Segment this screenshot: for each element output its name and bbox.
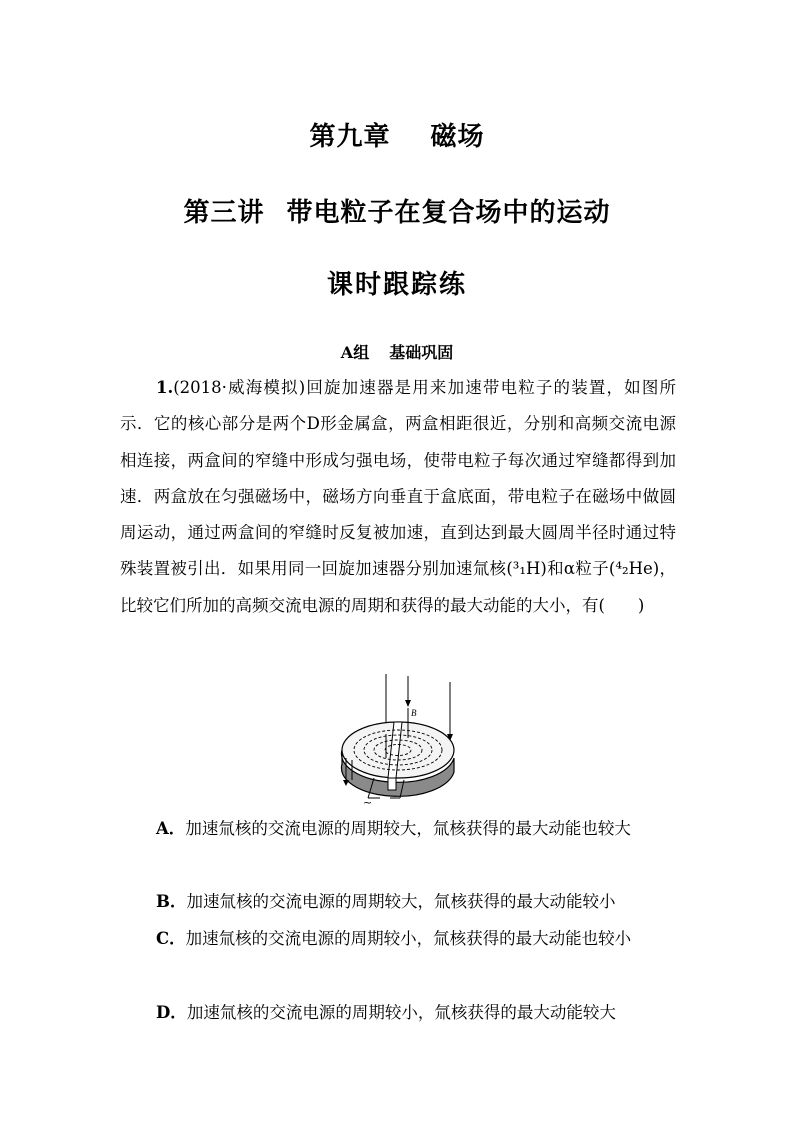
cyclotron-figure [338, 668, 456, 808]
option-d-text: 加速氚核的交流电源的周期较小，氚核获得的最大动能较大 [186, 1003, 616, 1022]
option-d-label: D． [156, 1003, 187, 1022]
lecture-name: 带电粒子在复合场中的运动 [286, 198, 611, 228]
option-b-text: 加速氚核的交流电源的周期较大，氚核获得的最大动能较小 [186, 892, 616, 911]
question-1 [120, 370, 676, 624]
ac-source-label: ~ [363, 796, 373, 808]
option-a-label: A． [156, 819, 186, 838]
option-b [120, 883, 676, 920]
chapter-number: 第九章 [309, 122, 391, 152]
chapter-name: 磁场 [430, 122, 485, 152]
group-heading [0, 340, 794, 363]
b-label: B [411, 708, 417, 718]
section-title: 课时跟踪练 [326, 270, 467, 300]
question-number: 1. [156, 378, 174, 397]
option-c-label: C． [156, 929, 186, 948]
option-d [120, 994, 676, 1031]
question-text: 回旋加速器是用来加速带电粒子的装置，如图所示．它的核心部分是两个D形金属盒，两盒相距很近，分别和高频交流电源相连接，两盒间的窄缝中形成匀强电场，使带电粒子每次通过窄缝都得到加速．两盒放在匀强磁场中，磁场方向垂直于盒底面，带电粒子在磁场中做圆周运动，通过两盒间的窄缝时反复被加速，直到达到最大圆周半径时通过特殊装置被引出．如果用同一回旋加速器分别加速氚核(³₁H)和α粒子(⁴₂He)，比较它们所加的高频交流电源的周期和获得的最大动能的大小，有( ) [120, 378, 677, 615]
option-b-label: B． [156, 892, 187, 911]
option-a [120, 810, 676, 847]
lecture-title [0, 192, 794, 229]
lecture-number: 第三讲 [183, 198, 265, 228]
group-name: 基础巩固 [389, 343, 454, 362]
chapter-title [0, 116, 794, 153]
group-label: A组 [340, 343, 370, 362]
option-c [120, 920, 676, 957]
option-a-text: 加速氚核的交流电源的周期较大，氚核获得的最大动能也较大 [185, 819, 631, 838]
option-c-text: 加速氚核的交流电源的周期较小，氚核获得的最大动能也较小 [185, 929, 632, 948]
question-source: (2018·威海模拟) [173, 378, 306, 397]
